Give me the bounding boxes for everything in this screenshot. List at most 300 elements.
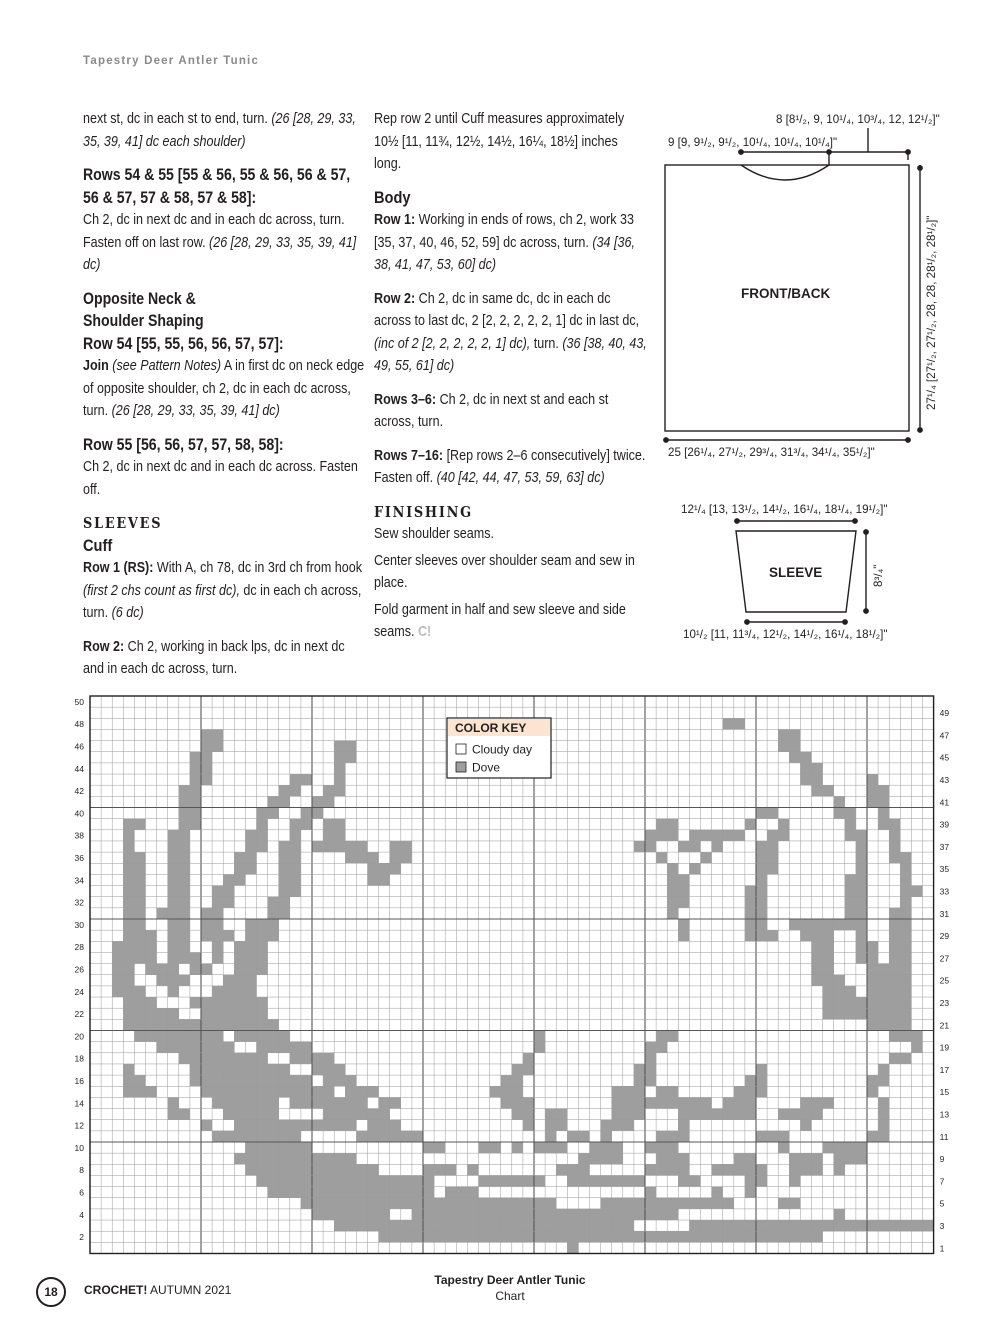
row-number-left: 30	[74, 919, 84, 930]
dove-stitch	[279, 897, 290, 908]
dove-stitch	[845, 908, 856, 919]
dove-stitch	[290, 874, 301, 885]
dove-stitch	[800, 1109, 811, 1120]
dove-stitch	[223, 1109, 234, 1120]
dove-stitch	[834, 1142, 845, 1153]
dove-stitch	[157, 1008, 168, 1019]
dove-stitch	[667, 1198, 678, 1209]
dove-stitch	[523, 1198, 534, 1209]
dove-stitch	[667, 1097, 678, 1108]
dove-stitch	[123, 930, 134, 941]
dove-stitch	[756, 852, 767, 863]
dove-stitch	[523, 1120, 534, 1131]
dove-stitch	[223, 897, 234, 908]
dove-stitch	[368, 852, 379, 863]
row-number-right: 45	[939, 752, 950, 763]
dove-stitch	[601, 1231, 612, 1242]
dove-stitch	[245, 852, 256, 863]
dove-stitch	[290, 1142, 301, 1153]
dove-stitch	[234, 1064, 245, 1075]
dove-stitch	[179, 1109, 190, 1120]
dove-stitch	[745, 919, 756, 930]
dove-stitch	[268, 1109, 279, 1120]
dove-stitch	[512, 1086, 523, 1097]
dove-stitch	[645, 830, 656, 841]
dove-stitch	[123, 1008, 134, 1019]
dove-stitch	[168, 886, 179, 897]
dove-stitch	[223, 1019, 234, 1030]
dove-stitch	[368, 1187, 379, 1198]
dove-stitch	[312, 1097, 323, 1108]
dove-stitch	[812, 930, 823, 941]
dove-stitch	[889, 819, 900, 830]
dove-stitch	[678, 886, 689, 897]
dove-stitch	[490, 1142, 501, 1153]
dove-stitch	[201, 964, 212, 975]
row-number-right: 29	[939, 931, 950, 942]
dove-stitch	[234, 1075, 245, 1086]
dove-stitch	[356, 1187, 367, 1198]
dove-stitch	[445, 1198, 456, 1209]
dove-stitch	[567, 1175, 578, 1186]
dove-stitch	[900, 863, 911, 874]
dove-stitch	[645, 1053, 656, 1064]
dove-stitch	[645, 1164, 656, 1175]
text: Sew shoulder seams.	[374, 526, 494, 542]
dove-stitch	[734, 1153, 745, 1164]
dove-stitch	[179, 808, 190, 819]
dove-stitch	[268, 897, 279, 908]
dove-stitch	[179, 1019, 190, 1030]
dove-stitch	[623, 1209, 634, 1220]
dove-stitch	[878, 785, 889, 796]
dove-stitch	[479, 1175, 490, 1186]
dove-stitch	[812, 1097, 823, 1108]
dove-stitch	[678, 1109, 689, 1120]
dove-stitch	[756, 1064, 767, 1075]
finishing-heading: FINISHING	[374, 502, 473, 521]
dove-stitch	[889, 952, 900, 963]
dove-stitch	[601, 1209, 612, 1220]
dove-stitch	[889, 1008, 900, 1019]
dove-stitch	[345, 741, 356, 752]
dove-stitch	[279, 1164, 290, 1175]
dove-stitch	[878, 1220, 889, 1231]
dove-stitch	[345, 841, 356, 852]
dove-stitch	[290, 1053, 301, 1064]
dove-stitch	[212, 908, 223, 919]
row-number-right: 43	[939, 774, 950, 785]
dove-stitch	[601, 1198, 612, 1209]
dove-stitch	[512, 1220, 523, 1231]
dove-stitch	[867, 1131, 878, 1142]
dove-stitch	[512, 1231, 523, 1242]
dove-stitch	[379, 1109, 390, 1120]
dove-stitch	[712, 841, 723, 852]
dove-stitch	[867, 941, 878, 952]
dove-stitch	[190, 1019, 201, 1030]
dove-stitch	[257, 1031, 268, 1042]
dove-stitch	[245, 1164, 256, 1175]
dove-stitch	[812, 952, 823, 963]
dove-stitch	[723, 830, 734, 841]
dove-stitch	[656, 1153, 667, 1164]
dove-stitch	[734, 718, 745, 729]
chart-caption	[380, 1272, 640, 1304]
dove-stitch	[412, 1220, 423, 1231]
dove-stitch	[789, 1198, 800, 1209]
dove-stitch	[756, 863, 767, 874]
dove-stitch	[401, 1231, 412, 1242]
dove-stitch	[645, 1042, 656, 1053]
dove-stitch	[257, 964, 268, 975]
dove-stitch	[723, 718, 734, 729]
dove-stitch	[712, 1231, 723, 1242]
dove-stitch	[834, 975, 845, 986]
dove-stitch	[134, 819, 145, 830]
dove-stitch	[390, 1198, 401, 1209]
dove-stitch	[279, 874, 290, 885]
dove-stitch	[800, 1153, 811, 1164]
dove-stitch	[268, 930, 279, 941]
dove-stitch	[856, 1220, 867, 1231]
row-number-right: 23	[939, 997, 950, 1008]
dove-stitch	[789, 919, 800, 930]
dove-stitch	[467, 1220, 478, 1231]
dove-stitch	[911, 1042, 922, 1053]
dove-stitch	[301, 808, 312, 819]
dove-stitch	[323, 841, 334, 852]
dove-stitch	[323, 819, 334, 830]
dove-stitch	[179, 1042, 190, 1053]
dove-stitch	[223, 1008, 234, 1019]
dove-stitch	[245, 964, 256, 975]
dove-stitch	[334, 785, 345, 796]
dove-stitch	[212, 1008, 223, 1019]
dove-stitch	[467, 1209, 478, 1220]
dove-stitch	[379, 863, 390, 874]
dove-stitch	[756, 908, 767, 919]
dove-stitch	[290, 886, 301, 897]
dove-stitch	[889, 841, 900, 852]
neck-dimension: 9 [9, 9¹/₂, 9¹/₂, 10¹/₄, 10¹/₄, 10¹/₄]"	[668, 136, 838, 149]
dove-stitch	[390, 1187, 401, 1198]
dove-stitch	[723, 1164, 734, 1175]
dove-stitch	[345, 1120, 356, 1131]
dove-stitch	[279, 796, 290, 807]
dove-stitch	[412, 1131, 423, 1142]
dove-stitch	[334, 763, 345, 774]
dove-stitch	[134, 852, 145, 863]
dove-stitch	[667, 819, 678, 830]
dove-stitch	[157, 1019, 168, 1030]
dove-stitch	[279, 1086, 290, 1097]
dove-stitch	[368, 1120, 379, 1131]
row-number-left: 12	[74, 1120, 84, 1131]
dove-stitch	[812, 1164, 823, 1175]
dove-stitch	[834, 919, 845, 930]
dove-stitch	[268, 908, 279, 919]
dove-stitch	[268, 796, 279, 807]
dove-stitch	[867, 997, 878, 1008]
dove-stitch	[401, 852, 412, 863]
dove-stitch	[356, 841, 367, 852]
dove-stitch	[168, 986, 179, 997]
dove-stitch	[323, 1053, 334, 1064]
dove-stitch	[601, 1175, 612, 1186]
dove-stitch	[323, 1164, 334, 1175]
dove-stitch	[423, 1198, 434, 1209]
dove-stitch	[467, 1231, 478, 1242]
dove-stitch	[767, 1220, 778, 1231]
dove-stitch	[201, 1086, 212, 1097]
dove-stitch	[812, 774, 823, 785]
dove-stitch	[201, 1053, 212, 1064]
dove-stitch	[279, 785, 290, 796]
dove-stitch	[534, 1198, 545, 1209]
dove-stitch	[845, 1153, 856, 1164]
dove-stitch	[423, 1187, 434, 1198]
dove-stitch	[845, 874, 856, 885]
dove-stitch	[479, 1142, 490, 1153]
text: Rep row 2 until Cuff measures approximately 10½ [11, 11¾, 12½, 14½, 16¼, 18½] inches long.	[374, 111, 625, 172]
row-number-left: 10	[74, 1142, 84, 1153]
dove-stitch	[856, 830, 867, 841]
text: turn.	[533, 335, 559, 352]
dove-stitch	[756, 1164, 767, 1175]
dove-stitch	[223, 986, 234, 997]
dove-stitch	[257, 1097, 268, 1108]
dove-stitch	[268, 1164, 279, 1175]
dove-stitch	[301, 1164, 312, 1175]
running-title: Tapestry Deer Antler Tunic	[83, 55, 260, 67]
dove-stitch	[257, 1131, 268, 1142]
dove-stitch	[268, 1131, 279, 1142]
dove-stitch	[556, 1109, 567, 1120]
dove-stitch	[823, 952, 834, 963]
dove-stitch	[723, 1198, 734, 1209]
dove-stitch	[501, 1209, 512, 1220]
dove-stitch	[257, 1086, 268, 1097]
dove-stitch	[845, 1142, 856, 1153]
dove-stitch	[678, 1120, 689, 1131]
dove-stitch	[734, 1220, 745, 1231]
dove-stitch	[756, 841, 767, 852]
dove-stitch	[234, 1109, 245, 1120]
dove-stitch	[112, 975, 123, 986]
dove-stitch	[867, 1075, 878, 1086]
dove-stitch	[279, 1175, 290, 1186]
dove-stitch	[168, 1008, 179, 1019]
dove-stitch	[268, 1120, 279, 1131]
dove-stitch	[234, 1008, 245, 1019]
dove-stitch	[900, 930, 911, 941]
dove-stitch	[123, 908, 134, 919]
row-number-left: 46	[74, 741, 84, 752]
stitch-count-note: (26 [28, 29, 33, 35, 39, 41] dc each shoulder)	[83, 111, 356, 150]
dove-stitch	[501, 1231, 512, 1242]
dove-stitch	[623, 1220, 634, 1231]
dove-stitch	[123, 986, 134, 997]
dove-stitch	[445, 1187, 456, 1198]
dove-stitch	[867, 1086, 878, 1097]
dove-stitch	[268, 1175, 279, 1186]
dove-stitch	[678, 841, 689, 852]
row-number-right: 27	[939, 953, 950, 964]
dove-stitch	[501, 1198, 512, 1209]
dove-stitch	[257, 808, 268, 819]
row-number-left: 40	[74, 808, 84, 819]
dove-stitch	[567, 1131, 578, 1142]
dove-stitch	[312, 1153, 323, 1164]
dove-stitch	[778, 1109, 789, 1120]
dove-stitch	[245, 997, 256, 1008]
dove-stitch	[190, 774, 201, 785]
dove-stitch	[134, 1019, 145, 1030]
dove-stitch	[334, 1097, 345, 1108]
dove-stitch	[146, 1086, 157, 1097]
dove-stitch	[245, 1097, 256, 1108]
dove-stitch	[312, 1120, 323, 1131]
dove-stitch	[334, 1153, 345, 1164]
dove-stitch	[257, 1075, 268, 1086]
dove-stitch	[778, 741, 789, 752]
dove-stitch	[146, 1031, 157, 1042]
dove-stitch	[845, 919, 856, 930]
dove-stitch	[379, 1120, 390, 1131]
dove-stitch	[134, 930, 145, 941]
dove-stitch	[612, 1097, 623, 1108]
dove-stitch	[123, 886, 134, 897]
dove-stitch	[845, 997, 856, 1008]
dove-stitch	[712, 830, 723, 841]
dove-stitch	[234, 1153, 245, 1164]
dove-stitch	[268, 1187, 279, 1198]
dove-stitch	[634, 841, 645, 852]
dove-stitch	[734, 1164, 745, 1175]
dove-stitch	[878, 808, 889, 819]
dove-stitch	[179, 785, 190, 796]
dove-stitch	[379, 1131, 390, 1142]
dove-stitch	[778, 1198, 789, 1209]
dove-stitch	[223, 1042, 234, 1053]
dove-stitch	[223, 975, 234, 986]
row-number-right: 39	[939, 819, 950, 830]
dove-stitch	[667, 1153, 678, 1164]
dove-stitch	[800, 1164, 811, 1175]
dove-stitch	[390, 1220, 401, 1231]
dove-stitch	[889, 919, 900, 930]
dove-stitch	[812, 763, 823, 774]
dove-stitch	[334, 1187, 345, 1198]
dove-stitch	[800, 763, 811, 774]
publication-line	[84, 1283, 231, 1297]
row-heading: Rows 54 & 55 [55 & 56, 55 & 56, 56 & 57, 56 & 57, 57 & 58, 57 & 58]:	[83, 166, 351, 207]
dove-stitch	[245, 919, 256, 930]
dove-stitch	[656, 1086, 667, 1097]
dove-stitch	[234, 863, 245, 874]
dove-stitch	[678, 1231, 689, 1242]
dove-stitch	[123, 952, 134, 963]
dove-stitch	[612, 1109, 623, 1120]
text: Ch 2, working in back lps, dc in next dc and in each dc across, turn.	[83, 638, 345, 677]
row-number-left: 14	[74, 1098, 84, 1109]
dove-stitch	[345, 752, 356, 763]
dove-stitch	[889, 908, 900, 919]
dove-stitch	[667, 863, 678, 874]
dove-stitch	[134, 886, 145, 897]
dove-stitch	[290, 1131, 301, 1142]
dove-stitch	[323, 1086, 334, 1097]
dove-stitch	[856, 897, 867, 908]
dove-stitch	[134, 908, 145, 919]
dove-stitch	[323, 785, 334, 796]
dove-stitch	[900, 897, 911, 908]
row-number-left: 8	[79, 1165, 84, 1176]
dove-stitch	[179, 819, 190, 830]
dove-stitch	[123, 897, 134, 908]
row-heading: Row 55 [56, 56, 57, 57, 58, 58]:	[83, 435, 284, 454]
dove-stitch	[234, 997, 245, 1008]
dove-stitch	[667, 897, 678, 908]
row-number-left: 34	[74, 875, 84, 886]
row-number-left: 44	[74, 763, 84, 774]
row-number-left: 32	[74, 897, 84, 908]
dove-stitch	[623, 1109, 634, 1120]
dove-stitch	[678, 874, 689, 885]
row-number-right: 47	[939, 730, 950, 741]
dove-stitch	[545, 1142, 556, 1153]
dove-stitch	[190, 1053, 201, 1064]
dove-stitch	[146, 964, 157, 975]
row-number-right: 41	[939, 797, 950, 808]
dove-stitch	[168, 874, 179, 885]
dove-stitch	[501, 1175, 512, 1186]
dove-stitch	[856, 886, 867, 897]
dove-stitch	[212, 1075, 223, 1086]
dove-stitch	[623, 1198, 634, 1209]
row-number-right: 3	[939, 1220, 945, 1231]
dove-stitch	[334, 741, 345, 752]
section-heading: Opposite Neck &	[83, 289, 196, 308]
dove-stitch	[123, 1075, 134, 1086]
dove-stitch	[823, 1097, 834, 1108]
dove-stitch	[301, 1142, 312, 1153]
dove-stitch	[834, 1164, 845, 1175]
dove-stitch	[245, 1142, 256, 1153]
dove-stitch	[845, 1008, 856, 1019]
dove-stitch	[279, 1187, 290, 1198]
dove-stitch	[745, 908, 756, 919]
dove-stitch	[245, 1064, 256, 1075]
dove-stitch	[234, 1131, 245, 1142]
dove-stitch	[900, 1031, 911, 1042]
dove-stitch	[445, 1220, 456, 1231]
dove-stitch	[223, 1053, 234, 1064]
dove-stitch	[212, 997, 223, 1008]
dove-stitch	[368, 1209, 379, 1220]
dove-stitch	[812, 1153, 823, 1164]
dove-stitch	[612, 1086, 623, 1097]
dove-stitch	[878, 975, 889, 986]
dove-stitch	[900, 886, 911, 897]
legend-label: Cloudy day	[472, 742, 533, 757]
row-label: Row 2:	[83, 638, 125, 655]
dove-stitch	[701, 1198, 712, 1209]
sleeve-top-dimension: 12¹/₄ [13, 13¹/₂, 14¹/₂, 16¹/₄, 18¹/₄, 19¹/₂]"	[681, 503, 888, 516]
dove-stitch	[800, 919, 811, 930]
dove-stitch	[123, 841, 134, 852]
